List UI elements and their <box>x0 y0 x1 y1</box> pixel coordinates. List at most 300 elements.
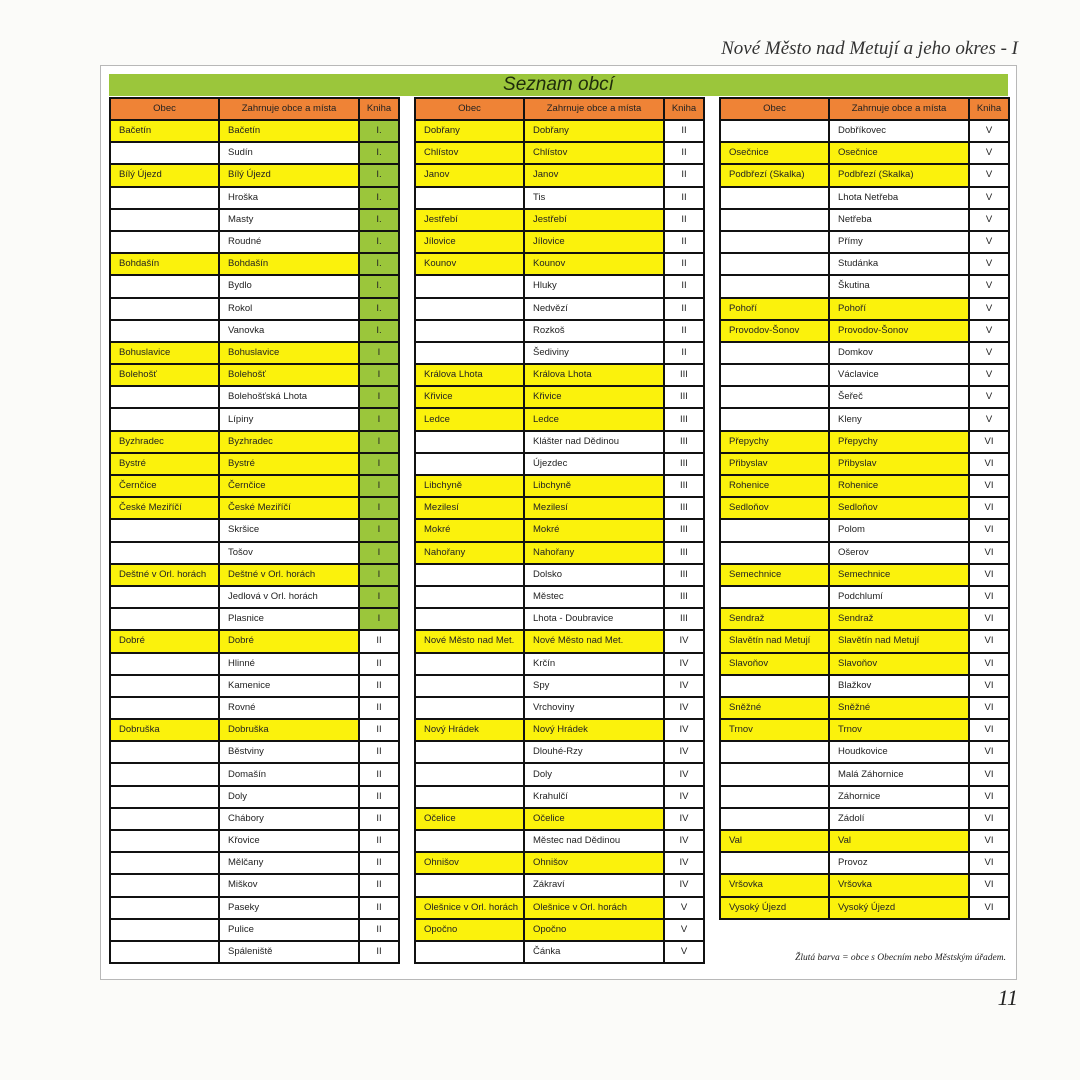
table-row <box>415 564 704 586</box>
kniha-cell: II <box>664 142 704 164</box>
kniha-cell: III <box>664 519 704 541</box>
kniha-cell: I <box>359 542 399 564</box>
table-row <box>110 697 399 719</box>
obec-cell: Deštné v Orl. horách <box>110 564 219 586</box>
mista-cell: Zákraví <box>524 874 664 896</box>
mista-cell: Opočno <box>524 919 664 941</box>
kniha-cell: II <box>359 741 399 763</box>
table-row <box>110 830 399 852</box>
kniha-cell: III <box>664 542 704 564</box>
mista-cell: Zádolí <box>829 808 969 830</box>
obec-cell <box>415 187 524 209</box>
kniha-cell: III <box>664 364 704 386</box>
table-row <box>720 653 1009 675</box>
obec-cell <box>720 675 829 697</box>
color-legend: Žlutá barva = obce s Obecním nebo Městským úřadem. <box>795 953 1006 963</box>
mista-cell: Dolsko <box>524 564 664 586</box>
kniha-cell: VI <box>969 786 1009 808</box>
kniha-cell: III <box>664 497 704 519</box>
kniha-cell: II <box>359 808 399 830</box>
table-row <box>415 697 704 719</box>
kniha-cell: VI <box>969 741 1009 763</box>
mista-cell: Bolehošťská Lhota <box>219 386 359 408</box>
kniha-cell: VI <box>969 453 1009 475</box>
obec-cell <box>110 275 219 297</box>
obec-cell <box>110 808 219 830</box>
mista-cell: Deštné v Orl. horách <box>219 564 359 586</box>
kniha-cell: VI <box>969 763 1009 785</box>
table-row <box>415 298 704 320</box>
table-row <box>720 675 1009 697</box>
mista-cell: Městec <box>524 586 664 608</box>
table-row <box>110 608 399 630</box>
kniha-cell: I. <box>359 209 399 231</box>
table-header-row <box>110 98 399 120</box>
table-row <box>720 808 1009 830</box>
obec-cell: Opočno <box>415 919 524 941</box>
obec-cell: Bystré <box>110 453 219 475</box>
table-row <box>415 653 704 675</box>
kniha-cell: IV <box>664 741 704 763</box>
obec-cell: Bílý Újezd <box>110 164 219 186</box>
kniha-cell: V <box>969 342 1009 364</box>
table-row <box>720 253 1009 275</box>
mista-cell: Bydlo <box>219 275 359 297</box>
obec-cell <box>110 519 219 541</box>
mista-cell: Sedloňov <box>829 497 969 519</box>
kniha-cell: VI <box>969 675 1009 697</box>
kniha-cell: IV <box>664 675 704 697</box>
kniha-cell: II <box>664 209 704 231</box>
table-row <box>415 253 704 275</box>
kniha-cell: I. <box>359 298 399 320</box>
obec-cell <box>110 320 219 342</box>
kniha-cell: I. <box>359 231 399 253</box>
obec-cell: Bohuslavice <box>110 342 219 364</box>
table-row <box>720 630 1009 652</box>
table-row <box>110 475 399 497</box>
mista-cell: Spy <box>524 675 664 697</box>
table-row <box>415 475 704 497</box>
obec-cell: Jestřebí <box>415 209 524 231</box>
table-row <box>415 542 704 564</box>
obec-cell <box>110 231 219 253</box>
mista-cell: Nový Hrádek <box>524 719 664 741</box>
kniha-cell: VI <box>969 897 1009 919</box>
mista-cell: Kleny <box>829 408 969 430</box>
column-header-obec: Obec <box>415 98 524 120</box>
mista-cell: Bohdašín <box>219 253 359 275</box>
mista-cell: Ledce <box>524 408 664 430</box>
obec-cell <box>720 386 829 408</box>
mista-cell: Čánka <box>524 941 664 963</box>
kniha-cell: III <box>664 475 704 497</box>
obec-cell: Vysoký Újezd <box>720 897 829 919</box>
kniha-cell: V <box>969 164 1009 186</box>
mista-cell: Vršovka <box>829 874 969 896</box>
obec-cell <box>720 253 829 275</box>
running-header: Nové Město nad Metují a jeho okres - I <box>721 38 1018 59</box>
table-row <box>720 120 1009 142</box>
kniha-cell: I <box>359 564 399 586</box>
obec-cell <box>110 142 219 164</box>
mista-cell: Olešnice v Orl. horách <box>524 897 664 919</box>
mista-cell: Křovice <box>219 830 359 852</box>
obec-cell: Nové Město nad Met. <box>415 630 524 652</box>
mista-cell: Králova Lhota <box>524 364 664 386</box>
mista-cell: Škutina <box>829 275 969 297</box>
mista-cell: Masty <box>219 209 359 231</box>
kniha-cell: V <box>969 142 1009 164</box>
obec-cell <box>110 675 219 697</box>
mista-cell: Šediviny <box>524 342 664 364</box>
table-row <box>110 919 399 941</box>
obec-cell: Sněžné <box>720 697 829 719</box>
kniha-cell: IV <box>664 830 704 852</box>
kniha-cell: V <box>969 320 1009 342</box>
table-row <box>110 320 399 342</box>
table-row <box>110 142 399 164</box>
obec-cell <box>415 320 524 342</box>
table-row <box>415 364 704 386</box>
mista-cell: Roudné <box>219 231 359 253</box>
obec-cell <box>415 675 524 697</box>
mista-cell: Nedvězí <box>524 298 664 320</box>
obec-cell <box>110 830 219 852</box>
table-row <box>415 808 704 830</box>
table-row <box>720 231 1009 253</box>
mista-cell: Rokol <box>219 298 359 320</box>
kniha-cell: VI <box>969 830 1009 852</box>
mista-cell: Podchlumí <box>829 586 969 608</box>
mista-cell: Běstviny <box>219 741 359 763</box>
kniha-cell: IV <box>664 697 704 719</box>
kniha-cell: III <box>664 386 704 408</box>
mista-cell: Provodov-Šonov <box>829 320 969 342</box>
kniha-cell: II <box>359 830 399 852</box>
kniha-cell: I <box>359 497 399 519</box>
mista-cell: Jedlová v Orl. horách <box>219 586 359 608</box>
kniha-cell: VI <box>969 475 1009 497</box>
kniha-cell: V <box>969 386 1009 408</box>
mista-cell: Újezdec <box>524 453 664 475</box>
table-row <box>110 164 399 186</box>
obec-cell: Kounov <box>415 253 524 275</box>
kniha-cell: VI <box>969 653 1009 675</box>
kniha-cell: IV <box>664 852 704 874</box>
obec-cell: Bačetín <box>110 120 219 142</box>
mista-cell: Polom <box>829 519 969 541</box>
obec-cell: Nahořany <box>415 542 524 564</box>
list-title: Seznam obcí <box>109 74 1008 96</box>
table-row <box>415 386 704 408</box>
obec-cell <box>110 741 219 763</box>
kniha-cell: VI <box>969 497 1009 519</box>
mista-cell: Slavoňov <box>829 653 969 675</box>
table-row <box>110 431 399 453</box>
obec-cell <box>415 786 524 808</box>
table-row <box>110 586 399 608</box>
table-row <box>720 475 1009 497</box>
table-row <box>110 719 399 741</box>
obec-cell <box>110 941 219 963</box>
obec-cell: Bolehošť <box>110 364 219 386</box>
table-row <box>110 386 399 408</box>
table-row <box>415 897 704 919</box>
kniha-cell: II <box>664 320 704 342</box>
table-row <box>415 763 704 785</box>
mista-cell: Dlouhé-Rzy <box>524 741 664 763</box>
table-row <box>110 675 399 697</box>
kniha-cell: V <box>969 187 1009 209</box>
mista-cell: Miškov <box>219 874 359 896</box>
obec-cell: Sedloňov <box>720 497 829 519</box>
obec-cell <box>720 275 829 297</box>
obec-cell <box>415 653 524 675</box>
obec-cell <box>720 786 829 808</box>
kniha-cell: VI <box>969 719 1009 741</box>
obec-cell: Slavoňov <box>720 653 829 675</box>
mista-cell: Rozkoš <box>524 320 664 342</box>
mista-cell: Bystré <box>219 453 359 475</box>
table-row <box>415 608 704 630</box>
table-row <box>110 231 399 253</box>
table-row <box>110 275 399 297</box>
obec-cell: Dobřany <box>415 120 524 142</box>
table-row <box>415 852 704 874</box>
mista-cell: Očelice <box>524 808 664 830</box>
mista-cell: Nahořany <box>524 542 664 564</box>
table-row <box>720 453 1009 475</box>
table-row <box>110 897 399 919</box>
mista-cell: České Meziříčí <box>219 497 359 519</box>
municipality-list-frame <box>100 65 1017 980</box>
kniha-cell: II <box>664 120 704 142</box>
obec-cell: Mezilesí <box>415 497 524 519</box>
kniha-cell: VI <box>969 630 1009 652</box>
column-header-mista: Zahrnuje obce a místa <box>829 98 969 120</box>
table-row <box>110 519 399 541</box>
mista-cell: Vrchoviny <box>524 697 664 719</box>
kniha-cell: IV <box>664 786 704 808</box>
table-row <box>415 497 704 519</box>
kniha-cell: I <box>359 586 399 608</box>
kniha-cell: II <box>359 763 399 785</box>
obec-cell <box>720 808 829 830</box>
obec-cell <box>415 275 524 297</box>
table-row <box>415 164 704 186</box>
mista-cell: Sendraž <box>829 608 969 630</box>
mista-cell: Chábory <box>219 808 359 830</box>
obec-cell: Trnov <box>720 719 829 741</box>
kniha-cell: II <box>664 275 704 297</box>
mista-cell: Osečnice <box>829 142 969 164</box>
kniha-cell: IV <box>664 653 704 675</box>
table-row <box>720 142 1009 164</box>
kniha-cell: V <box>969 408 1009 430</box>
table-row <box>720 408 1009 430</box>
mista-cell: Černčice <box>219 475 359 497</box>
kniha-cell: V <box>664 919 704 941</box>
obec-cell: Slavětín nad Metují <box>720 630 829 652</box>
table-row <box>110 453 399 475</box>
mista-cell: Přímy <box>829 231 969 253</box>
kniha-cell: II <box>359 874 399 896</box>
obec-cell <box>720 231 829 253</box>
kniha-cell: II <box>664 187 704 209</box>
obec-cell <box>415 298 524 320</box>
table-row <box>110 564 399 586</box>
municipality-table-2 <box>414 97 705 964</box>
mista-cell: Domašín <box>219 763 359 785</box>
obec-cell <box>110 697 219 719</box>
mista-cell: Vysoký Újezd <box>829 897 969 919</box>
obec-cell <box>110 653 219 675</box>
obec-cell <box>720 741 829 763</box>
mista-cell: Houdkovice <box>829 741 969 763</box>
mista-cell: Mokré <box>524 519 664 541</box>
mista-cell: Přibyslav <box>829 453 969 475</box>
kniha-cell: I. <box>359 320 399 342</box>
table-row <box>415 320 704 342</box>
mista-cell: Hluky <box>524 275 664 297</box>
obec-cell: Rohenice <box>720 475 829 497</box>
mista-cell: Skršice <box>219 519 359 541</box>
obec-cell <box>415 941 524 963</box>
municipality-table-1 <box>109 97 400 964</box>
kniha-cell: III <box>664 431 704 453</box>
kniha-cell: I. <box>359 120 399 142</box>
obec-cell <box>110 298 219 320</box>
obec-cell <box>415 453 524 475</box>
obec-cell <box>110 187 219 209</box>
table-row <box>415 209 704 231</box>
table-row <box>720 830 1009 852</box>
table-row <box>110 364 399 386</box>
mista-cell: Šeřeč <box>829 386 969 408</box>
obec-cell <box>720 364 829 386</box>
obec-cell: Nový Hrádek <box>415 719 524 741</box>
table-row <box>110 408 399 430</box>
mista-cell: Doly <box>524 763 664 785</box>
kniha-cell: I. <box>359 187 399 209</box>
kniha-cell: II <box>359 697 399 719</box>
kniha-cell: II <box>359 852 399 874</box>
mista-cell: Doly <box>219 786 359 808</box>
table-row <box>415 874 704 896</box>
kniha-cell: II <box>664 164 704 186</box>
table-row <box>110 630 399 652</box>
kniha-cell: VI <box>969 542 1009 564</box>
kniha-cell: II <box>359 653 399 675</box>
obec-cell: Janov <box>415 164 524 186</box>
obec-cell: Křivice <box>415 386 524 408</box>
obec-cell: Byzhradec <box>110 431 219 453</box>
kniha-cell: I <box>359 342 399 364</box>
mista-cell: Krahulčí <box>524 786 664 808</box>
obec-cell: Sendraž <box>720 608 829 630</box>
obec-cell <box>415 874 524 896</box>
mista-cell: Hroška <box>219 187 359 209</box>
mista-cell: Bohuslavice <box>219 342 359 364</box>
table-row <box>415 120 704 142</box>
table-row <box>110 786 399 808</box>
table-row <box>415 275 704 297</box>
kniha-cell: I <box>359 475 399 497</box>
table-row <box>720 497 1009 519</box>
table-row <box>720 209 1009 231</box>
obec-cell <box>720 187 829 209</box>
obec-cell <box>720 408 829 430</box>
table-row <box>415 187 704 209</box>
table-row <box>110 852 399 874</box>
obec-cell <box>415 830 524 852</box>
kniha-cell: V <box>969 298 1009 320</box>
table-row <box>720 763 1009 785</box>
obec-cell <box>415 608 524 630</box>
obec-cell: Dobré <box>110 630 219 652</box>
obec-cell <box>110 763 219 785</box>
mista-cell: Sněžné <box>829 697 969 719</box>
kniha-cell: VI <box>969 431 1009 453</box>
table-row <box>415 142 704 164</box>
table-row <box>720 342 1009 364</box>
kniha-cell: V <box>969 120 1009 142</box>
obec-cell <box>110 852 219 874</box>
obec-cell <box>110 209 219 231</box>
kniha-cell: I <box>359 408 399 430</box>
kniha-cell: IV <box>664 630 704 652</box>
kniha-cell: III <box>664 408 704 430</box>
mista-cell: Bačetín <box>219 120 359 142</box>
table-row <box>110 653 399 675</box>
kniha-cell: V <box>969 364 1009 386</box>
table-row <box>415 741 704 763</box>
mista-cell: Libchyně <box>524 475 664 497</box>
table-row <box>415 675 704 697</box>
column-header-mista: Zahrnuje obce a místa <box>524 98 664 120</box>
table-header-row <box>720 98 1009 120</box>
obec-cell: Očelice <box>415 808 524 830</box>
kniha-cell: II <box>359 897 399 919</box>
column-header-kniha: Kniha <box>969 98 1009 120</box>
table-row <box>110 298 399 320</box>
kniha-cell: II <box>664 298 704 320</box>
kniha-cell: II <box>359 719 399 741</box>
kniha-cell: II <box>359 919 399 941</box>
kniha-cell: I <box>359 364 399 386</box>
obec-cell: Králova Lhota <box>415 364 524 386</box>
table-row <box>415 586 704 608</box>
table-row <box>415 919 704 941</box>
column-header-obec: Obec <box>720 98 829 120</box>
kniha-cell: III <box>664 564 704 586</box>
mista-cell: Hlinné <box>219 653 359 675</box>
table-row <box>110 497 399 519</box>
kniha-cell: VI <box>969 852 1009 874</box>
obec-cell: Chlístov <box>415 142 524 164</box>
obec-cell: Semechnice <box>720 564 829 586</box>
kniha-cell: III <box>664 608 704 630</box>
mista-cell: Vanovka <box>219 320 359 342</box>
column-header-mista: Zahrnuje obce a místa <box>219 98 359 120</box>
mista-cell: Mezilesí <box>524 497 664 519</box>
kniha-cell: I <box>359 519 399 541</box>
kniha-cell: IV <box>664 874 704 896</box>
mista-cell: Podbřezí (Skalka) <box>829 164 969 186</box>
mista-cell: Klášter nad Dědinou <box>524 431 664 453</box>
kniha-cell: V <box>969 253 1009 275</box>
